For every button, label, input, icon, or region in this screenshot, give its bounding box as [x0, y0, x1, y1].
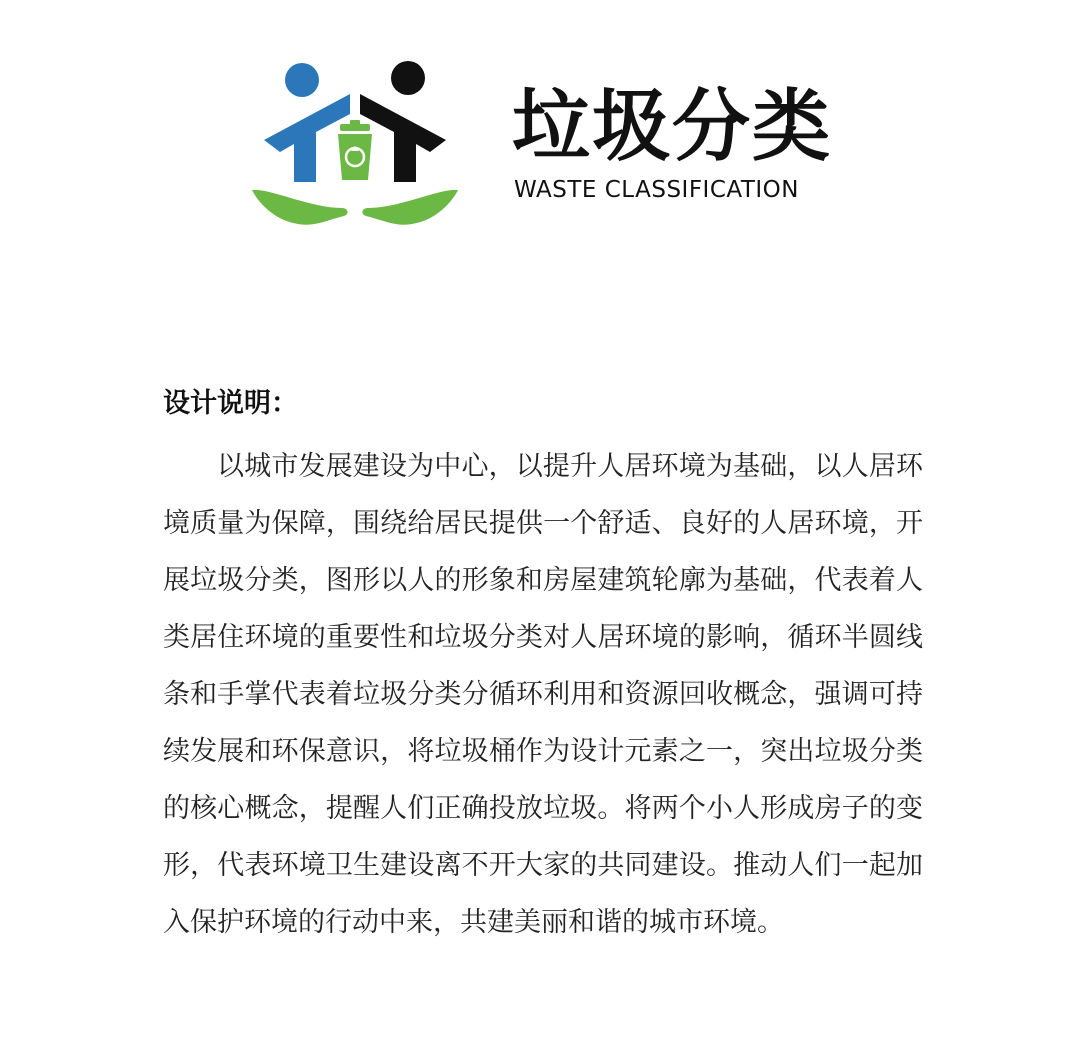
- description-body: 以城市发展建设为中心，以提升人居环境为基础，以人居环境质量为保障，围绕给居民提供一个舒适、良好的人居环境，开展垃圾分类，图形以人的形象和房屋建筑轮廓为基础，代表着人类居住环境的重要性和垃圾分类对人居环境的影响，循环半圆线条和手掌代表着垃圾分类分循环利用和资源回收概念，强调可持续发展和环保意识，将垃圾桶作为设计元素之一，突出垃圾分类的核心概念，提醒人们正确投放垃圾。将两个小人形成房子的变形，代表环境卫生建设离不开大家的共同建设。推动人们一起加入保护环境的行动中来，共建美丽和谐的城市环境。: [163, 451, 923, 938]
- trash-bin-recycle-icon: [338, 120, 372, 180]
- person-black-icon: [360, 61, 446, 182]
- design-description: [163, 380, 953, 951]
- logo: [250, 58, 850, 238]
- logo-mark: [250, 58, 460, 238]
- description-heading: 设计说明：: [163, 388, 298, 419]
- logo-title: 垃圾分类: [512, 82, 833, 172]
- person-blue-icon: [264, 63, 350, 182]
- hand-left-icon: [252, 190, 348, 225]
- logo-subtitle: WASTE CLASSIFICATION: [514, 177, 799, 203]
- hand-right-icon: [362, 190, 458, 225]
